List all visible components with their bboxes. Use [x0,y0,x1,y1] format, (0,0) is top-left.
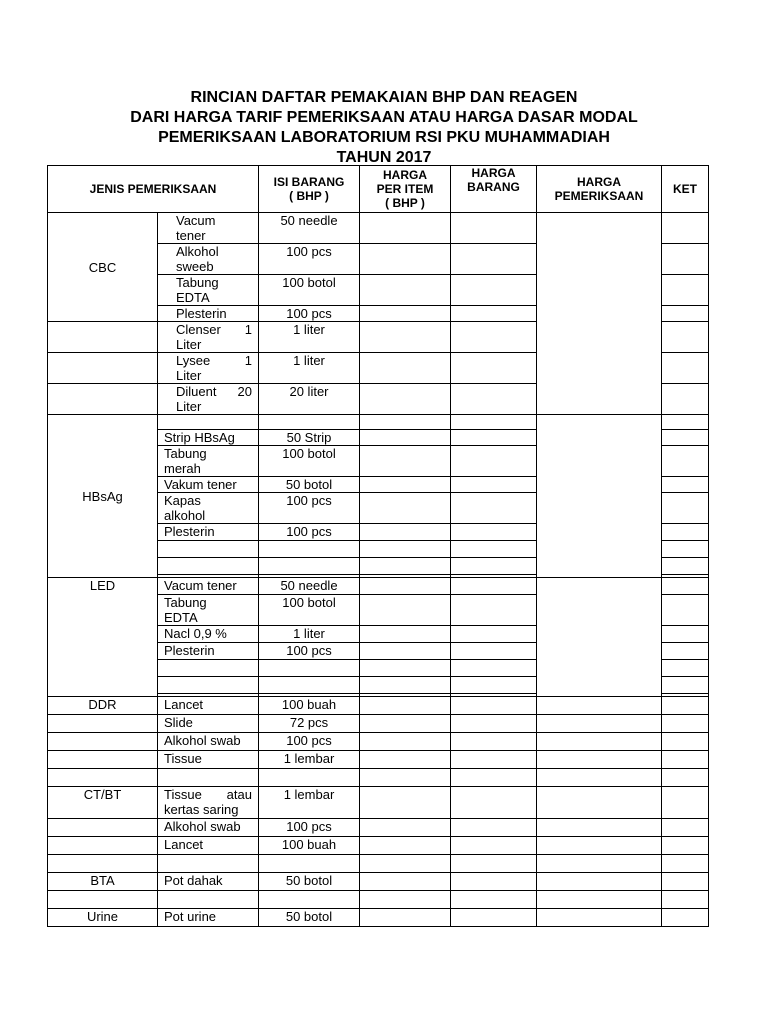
item-name: Lysee 1 Liter [158,353,259,384]
item-qty: 50 botol [259,873,360,891]
table-row [48,415,709,430]
item-qty: 1 liter [259,626,360,643]
table-row [48,769,709,787]
table-row [48,697,709,715]
table-row [48,213,709,244]
item-name: Clenser 1 Liter [158,322,259,353]
item-name: Strip HBsAg [158,430,259,446]
item-name: Nacl 0,9 % [158,626,259,643]
item-name: Plesterin [158,643,259,660]
table-row [48,787,709,819]
header-jenis-pemeriksaan: JENIS PEMERIKSAAN [48,166,259,213]
item-name: Kapas alkohol [158,493,259,524]
item-qty: 100 pcs [259,493,360,524]
item-name: Slide [158,715,259,733]
header-harga-per-item: HARGA PER ITEM ( BHP ) [360,166,451,213]
item-qty: 100 pcs [259,306,360,322]
table-row [48,891,709,909]
item-qty: 100 pcs [259,244,360,275]
harga-pemeriksaan-cell [537,578,662,697]
item-qty: 100 botol [259,446,360,477]
title-line-4: TAHUN 2017 [336,149,432,166]
harga-pemeriksaan-cell [537,415,662,578]
item-name: Tabung EDTA [158,595,259,626]
table-row [48,909,709,927]
document-title [0,88,768,168]
item-name: Vakum tener [158,477,259,493]
item-qty: 1 lembar [259,751,360,769]
table-row [48,578,709,595]
item-name: Diluent 20 Liter [158,384,259,415]
item-qty: 100 buah [259,837,360,855]
item-qty: 100 buah [259,697,360,715]
item-name: Alkohol sweeb [158,244,259,275]
table-header-row [48,166,709,213]
item-name: Tissue [158,751,259,769]
group-hbsag: HBsAg [48,415,158,578]
header-isi-barang: ISI BARANG ( BHP ) [259,166,360,213]
item-name: Lancet [158,697,259,715]
table-row [48,855,709,873]
item-qty: 1 lembar [259,787,360,819]
item-qty: 50 needle [259,213,360,244]
group-cbc: CBC [48,213,158,322]
bhp-table [47,165,709,927]
item-name: Plesterin [158,524,259,541]
title-line-1: RINCIAN DAFTAR PEMAKAIAN BHP DAN REAGEN [190,89,578,106]
item-name: Lancet [158,837,259,855]
item-qty: 100 pcs [259,524,360,541]
harga-pemeriksaan-cell [537,213,662,415]
table-row [48,837,709,855]
item-name: Pot urine [158,909,259,927]
table-row [48,873,709,891]
item-qty: 100 botol [259,595,360,626]
title-line-3: PEMERIKSAAN LABORATORIUM RSI PKU MUHAMMADIAH [158,129,610,146]
item-qty: 100 pcs [259,819,360,837]
title-line-2: DARI HARGA TARIF PEMERIKSAAN ATAU HARGA DASAR MODAL [130,109,638,126]
header-harga-pemeriksaan: HARGA PEMERIKSAAN [537,166,662,213]
item-qty: 1 liter [259,322,360,353]
item-qty: 50 botol [259,909,360,927]
item-name: Pot dahak [158,873,259,891]
item-name: Alkohol swab [158,819,259,837]
group-led: LED [48,578,158,697]
item-name: Alkohol swab [158,733,259,751]
group-ctbt: CT/BT [48,787,158,819]
table-row [48,819,709,837]
item-qty: 50 botol [259,477,360,493]
group-ddr: DDR [48,697,158,715]
group-urine: Urine [48,909,158,927]
table-row [48,733,709,751]
item-qty: 1 liter [259,353,360,384]
item-name: Tissue atau kertas saring [158,787,259,819]
item-name: Tabung merah [158,446,259,477]
item-qty: 50 needle [259,578,360,595]
header-ket: KET [662,166,709,213]
header-harga-barang: HARGA BARANG [451,166,537,213]
item-name: Vacum tener [158,578,259,595]
item-qty: 20 liter [259,384,360,415]
item-name: Tabung EDTA [158,275,259,306]
group-bta: BTA [48,873,158,891]
item-name: Plesterin [158,306,259,322]
item-qty: 100 pcs [259,733,360,751]
item-qty: 100 pcs [259,643,360,660]
table-row [48,715,709,733]
item-qty: 50 Strip [259,430,360,446]
item-qty: 72 pcs [259,715,360,733]
item-name: Vacum tener [158,213,259,244]
item-qty: 100 botol [259,275,360,306]
table-row [48,751,709,769]
